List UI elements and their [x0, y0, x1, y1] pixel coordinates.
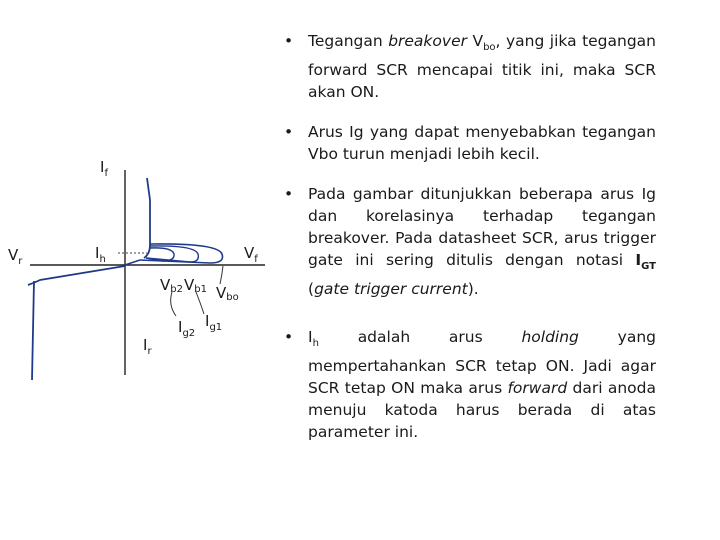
- label-vr: $V_r$: [8, 246, 23, 267]
- bullet-dot-icon: •: [284, 185, 294, 204]
- reverse-curve: [28, 266, 125, 285]
- arrow-vb1: [196, 292, 204, 314]
- reverse-breakdown: [32, 281, 34, 380]
- arrow-vb2: [171, 292, 176, 316]
- bullet-dot-icon: •: [284, 328, 294, 347]
- label-ih: $I_h$: [95, 244, 106, 265]
- arrow-vbo: [220, 266, 223, 284]
- label-vf: $V_f$: [244, 244, 258, 265]
- label-vb2: Vb2: [160, 276, 183, 295]
- label-vbo: Vbo: [216, 284, 239, 303]
- label-ir: $I_r$: [143, 336, 152, 357]
- bullet-breakover: • Tegangan breakover $V_{bo}$, yang jika tegangan forward SCR mencapai titik ini, maka SCR akan ON.: [284, 32, 657, 102]
- forward-blocking-line: [125, 260, 140, 265]
- bullet-ig: • Arus Ig yang dapat menyebabkan tegangan Vbo turun menjadi lebih kecil.: [284, 123, 656, 164]
- bullet-list: [282, 30, 656, 461]
- label-if: $I_f$: [100, 158, 108, 179]
- label-vb1: Vb1: [184, 276, 207, 295]
- label-ig2: $I_{g2}$: [178, 318, 196, 339]
- label-ig1: $I_{g1}$: [205, 312, 223, 333]
- bullet-trigger-current: • Pada gambar ditunjukkan beberapa arus Ig dan korelasinya terhadap tegangan breakover. Pada datasheet SCR, arus trigger gate ini sering ditulis dengan notasi $I_{GT}$ (gate trigger current).: [284, 185, 656, 299]
- bullet-holding-current: • $I_h$ adalah arus holding yang mempertahankan SCR tetap ON. Jadi agar SCR tetap ON maka arus forward dari anoda menuju katoda harus berada di atas parameter ini.: [284, 328, 656, 442]
- bullet-holding-lead: $I_h$ adalah arus holding yang: [308, 328, 656, 350]
- forward-on-curve: [144, 178, 150, 258]
- scr-characteristic-diagram: [0, 150, 290, 390]
- bullet-dot-icon: •: [284, 32, 294, 50]
- bullet-dot-icon: •: [284, 123, 294, 142]
